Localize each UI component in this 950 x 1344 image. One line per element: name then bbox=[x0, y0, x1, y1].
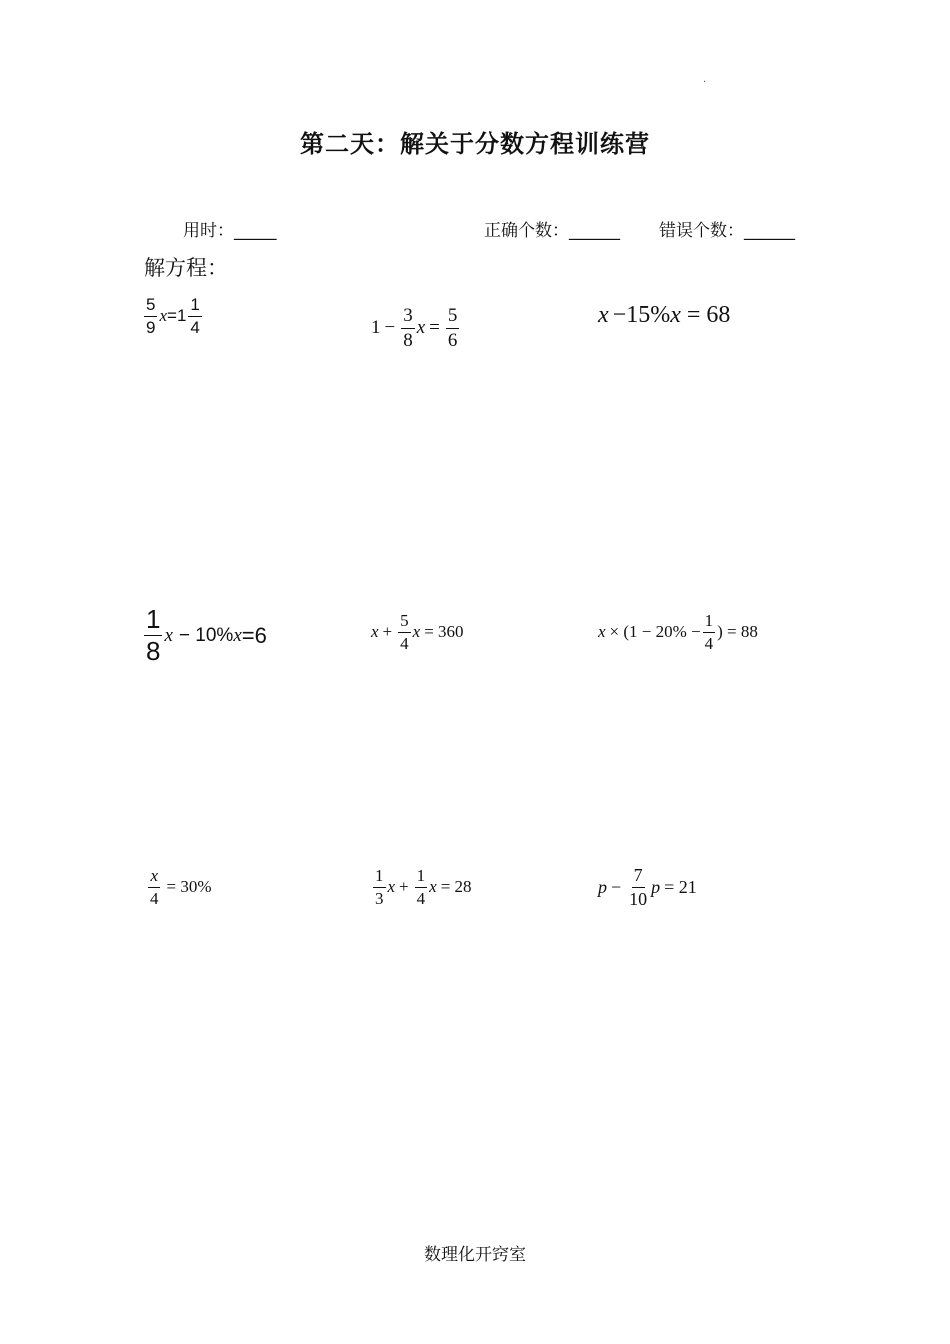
right-hand-side: =6 bbox=[241, 622, 267, 648]
fraction bbox=[373, 867, 386, 908]
variable: x bbox=[371, 622, 379, 642]
equation-1 bbox=[142, 296, 204, 337]
numerator: 1 bbox=[188, 296, 201, 317]
fraction bbox=[446, 306, 460, 351]
equation-4 bbox=[142, 606, 267, 666]
right-hand-side: ) = 88 bbox=[717, 622, 758, 642]
operator: = bbox=[429, 317, 440, 339]
page-title: 第二天：解关于分数方程训练营 bbox=[300, 130, 650, 158]
term: −15% bbox=[612, 302, 671, 328]
operator: − bbox=[384, 317, 396, 339]
right-hand-side: = 30% bbox=[166, 877, 212, 897]
fraction bbox=[144, 296, 157, 337]
term: 1 bbox=[371, 317, 381, 339]
denominator: 4 bbox=[704, 633, 714, 653]
term: × (1 − 20% − bbox=[609, 622, 701, 642]
fraction bbox=[703, 612, 716, 653]
time-field: 用时：_____ bbox=[183, 221, 277, 241]
numerator: 3 bbox=[401, 306, 415, 329]
variable: x bbox=[159, 306, 168, 326]
fraction bbox=[398, 612, 411, 653]
variable: x bbox=[233, 624, 242, 646]
denominator: 4 bbox=[190, 317, 200, 337]
equation-2 bbox=[371, 306, 461, 351]
variable: x bbox=[429, 877, 437, 897]
numerator: 5 bbox=[144, 296, 157, 317]
variable: x bbox=[416, 317, 426, 339]
denominator: 8 bbox=[146, 636, 161, 667]
variable: x bbox=[164, 624, 173, 646]
fraction bbox=[401, 306, 415, 351]
variable: x bbox=[387, 877, 396, 897]
numerator: 5 bbox=[446, 306, 460, 329]
variable: x bbox=[598, 622, 606, 642]
right-hand-side: = 360 bbox=[424, 622, 464, 642]
variable: p bbox=[651, 876, 661, 897]
section-label: 解方程： bbox=[144, 256, 228, 280]
footer-text: 数理化开窍室 bbox=[424, 1245, 526, 1265]
equation-3 bbox=[598, 302, 730, 329]
right-hand-side: = 28 bbox=[440, 877, 472, 897]
equation-6 bbox=[598, 612, 758, 653]
operator: + bbox=[382, 622, 393, 642]
term: − 10% bbox=[178, 624, 234, 646]
denominator: 3 bbox=[375, 888, 384, 908]
denominator: 10 bbox=[629, 888, 648, 909]
operator: + bbox=[399, 877, 409, 897]
numerator: 7 bbox=[632, 866, 645, 888]
stray-dot: . bbox=[703, 74, 707, 85]
equation-9 bbox=[598, 866, 697, 909]
fraction bbox=[627, 866, 649, 909]
denominator: 9 bbox=[146, 317, 156, 337]
denominator: 4 bbox=[400, 633, 409, 653]
fraction bbox=[144, 606, 162, 666]
variable: x bbox=[412, 622, 421, 642]
denominator: 4 bbox=[150, 888, 159, 908]
numerator: 1 bbox=[144, 606, 162, 636]
denominator: 6 bbox=[447, 329, 458, 351]
fraction bbox=[415, 867, 428, 908]
fraction bbox=[148, 867, 161, 908]
numerator: 1 bbox=[373, 867, 386, 888]
operator: − bbox=[611, 876, 622, 897]
equals-whole: =1 bbox=[167, 306, 187, 326]
variable: x bbox=[670, 302, 681, 328]
equation-5 bbox=[371, 612, 464, 653]
right-hand-side: = 68 bbox=[686, 302, 731, 328]
wrong-count-field: 错误个数：______ bbox=[659, 221, 795, 241]
denominator: 4 bbox=[416, 888, 426, 908]
equation-7 bbox=[146, 867, 212, 908]
fraction bbox=[188, 296, 201, 337]
numerator: 1 bbox=[703, 612, 716, 633]
equation-8 bbox=[371, 867, 472, 908]
right-hand-side: = 21 bbox=[664, 876, 697, 897]
numerator: 1 bbox=[415, 867, 428, 888]
denominator: 8 bbox=[403, 329, 413, 351]
variable: x bbox=[598, 302, 609, 328]
correct-count-field: 正确个数：______ bbox=[484, 221, 620, 241]
numerator: 5 bbox=[398, 612, 411, 633]
numerator: x bbox=[148, 867, 160, 888]
variable: p bbox=[598, 876, 607, 897]
